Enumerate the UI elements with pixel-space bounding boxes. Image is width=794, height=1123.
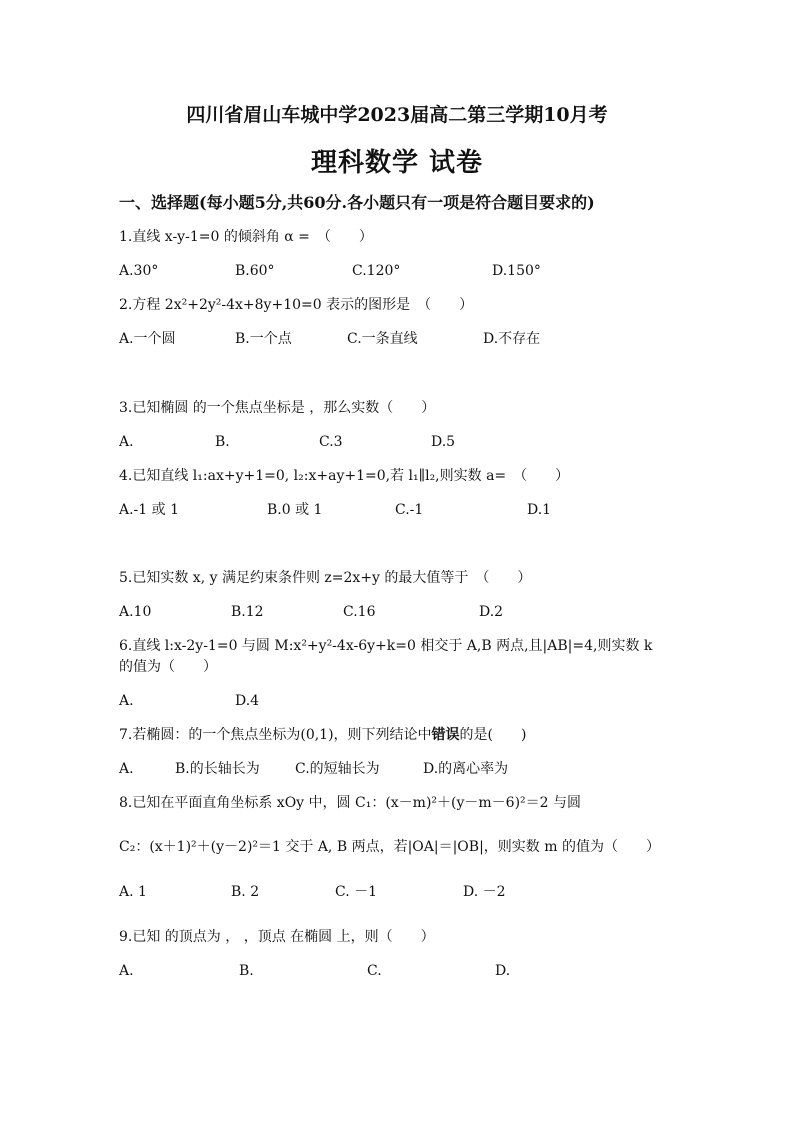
question-6-option-a: A. (119, 693, 134, 709)
exam-title-school: 四川省眉山车城中学2023届高二第三学期10月考 (186, 104, 608, 126)
question-4-option-d: D.1 (527, 502, 552, 518)
question-8-option-a: A. 1 (119, 884, 147, 900)
question-7-stem-emphasis: 错误 (431, 727, 460, 743)
question-7-stem (119, 726, 526, 744)
question-4-stem: 4.已知直线 l₁:ax+y+1=0, l₂:x+ay+1=0,若 l₁∥l₂,则实数 a= （ ） (119, 468, 570, 484)
question-2-option-a: A.一个圆 (119, 331, 176, 347)
question-9-option-d: D. (495, 963, 511, 979)
question-6-option-d: D.4 (235, 693, 260, 709)
question-3-option-a: A. (119, 434, 134, 450)
question-5-option-c: C.16 (343, 604, 376, 620)
section-heading: 一、选择题(每小题5分,共60分.各小题只有一项是符合题目要求的) (119, 193, 595, 212)
question-6-stem-continued: 的值为（ ） (119, 659, 217, 675)
question-3-stem: 3.已知椭圆 的一个焦点坐标是 ，那么实数（ ） (119, 400, 436, 416)
question-9-option-a: A. (119, 963, 134, 979)
question-5-option-d: D.2 (479, 604, 504, 620)
question-4-option-a: A.-1 或 1 (119, 502, 180, 518)
question-2-option-d: D.不存在 (483, 331, 541, 347)
question-8-stem-continued: C₂：(x＋1)²＋(y－2)²＝1 交于 A, B 两点，若|OA|＝|OB|，则实数 m 的值为（ ） (119, 839, 660, 855)
question-7-stem-suffix: 的是( ) (459, 727, 527, 743)
question-3-option-b: B. (215, 434, 230, 450)
question-7-option-d: D.的离心率为 (423, 761, 509, 777)
question-1-option-a: A.30° (119, 263, 159, 279)
question-7-option-b: B.的长轴长为 (175, 761, 260, 777)
question-1-option-b: B.60° (235, 263, 275, 279)
question-2-option-c: C.一条直线 (347, 331, 418, 347)
question-9-option-b: B. (239, 963, 254, 979)
question-7-option-c: C.的短轴长为 (295, 761, 380, 777)
question-8-option-c: C. －1 (335, 884, 378, 900)
question-9-option-c: C. (367, 963, 382, 979)
question-5-option-a: A.10 (119, 604, 152, 620)
question-2-stem: 2.方程 2x²+2y²-4x+8y+10=0 表示的图形是 （ ） (119, 297, 474, 313)
question-8-stem: 8.已知在平面直角坐标系 xOy 中，圆 C₁：(x－m)²＋(y－m－6)²＝2 与圆 (119, 795, 582, 811)
question-7-option-a: A. (119, 761, 134, 777)
question-8-option-b: B. 2 (231, 884, 260, 900)
question-6-stem: 6.直线 l:x-2y-1=0 与圆 M:x²+y²-4x-6y+k=0 相交于 A,B 两点,且|AB|=4,则实数 k (119, 638, 653, 654)
question-5-option-b: B.12 (231, 604, 264, 620)
question-9-stem: 9.已知 的顶点为 ， ，顶点 在椭圆 上，则（ ） (119, 929, 435, 945)
question-2-option-b: B.一个点 (235, 331, 292, 347)
question-1-stem: 1.直线 x-y-1=0 的倾斜角 α = （ ） (119, 229, 373, 245)
question-7-stem-prefix: 7.若椭圆：的一个焦点坐标为(0,1)，则下列结论中 (119, 727, 432, 743)
question-5-stem: 5.已知实数 x, y 满足约束条件则 z=2x+y 的最大值等于 （ ） (119, 570, 532, 586)
question-4-option-b: B.0 或 1 (267, 502, 323, 518)
question-8-option-d: D. －2 (463, 884, 506, 900)
question-4-option-c: C.-1 (395, 502, 424, 518)
question-3-option-c: C.3 (319, 434, 343, 450)
question-1-option-d: D.150° (492, 263, 541, 279)
question-1-option-c: C.120° (352, 263, 401, 279)
exam-title-subject: 理科数学 试卷 (310, 148, 484, 178)
question-3-option-d: D.5 (431, 434, 456, 450)
